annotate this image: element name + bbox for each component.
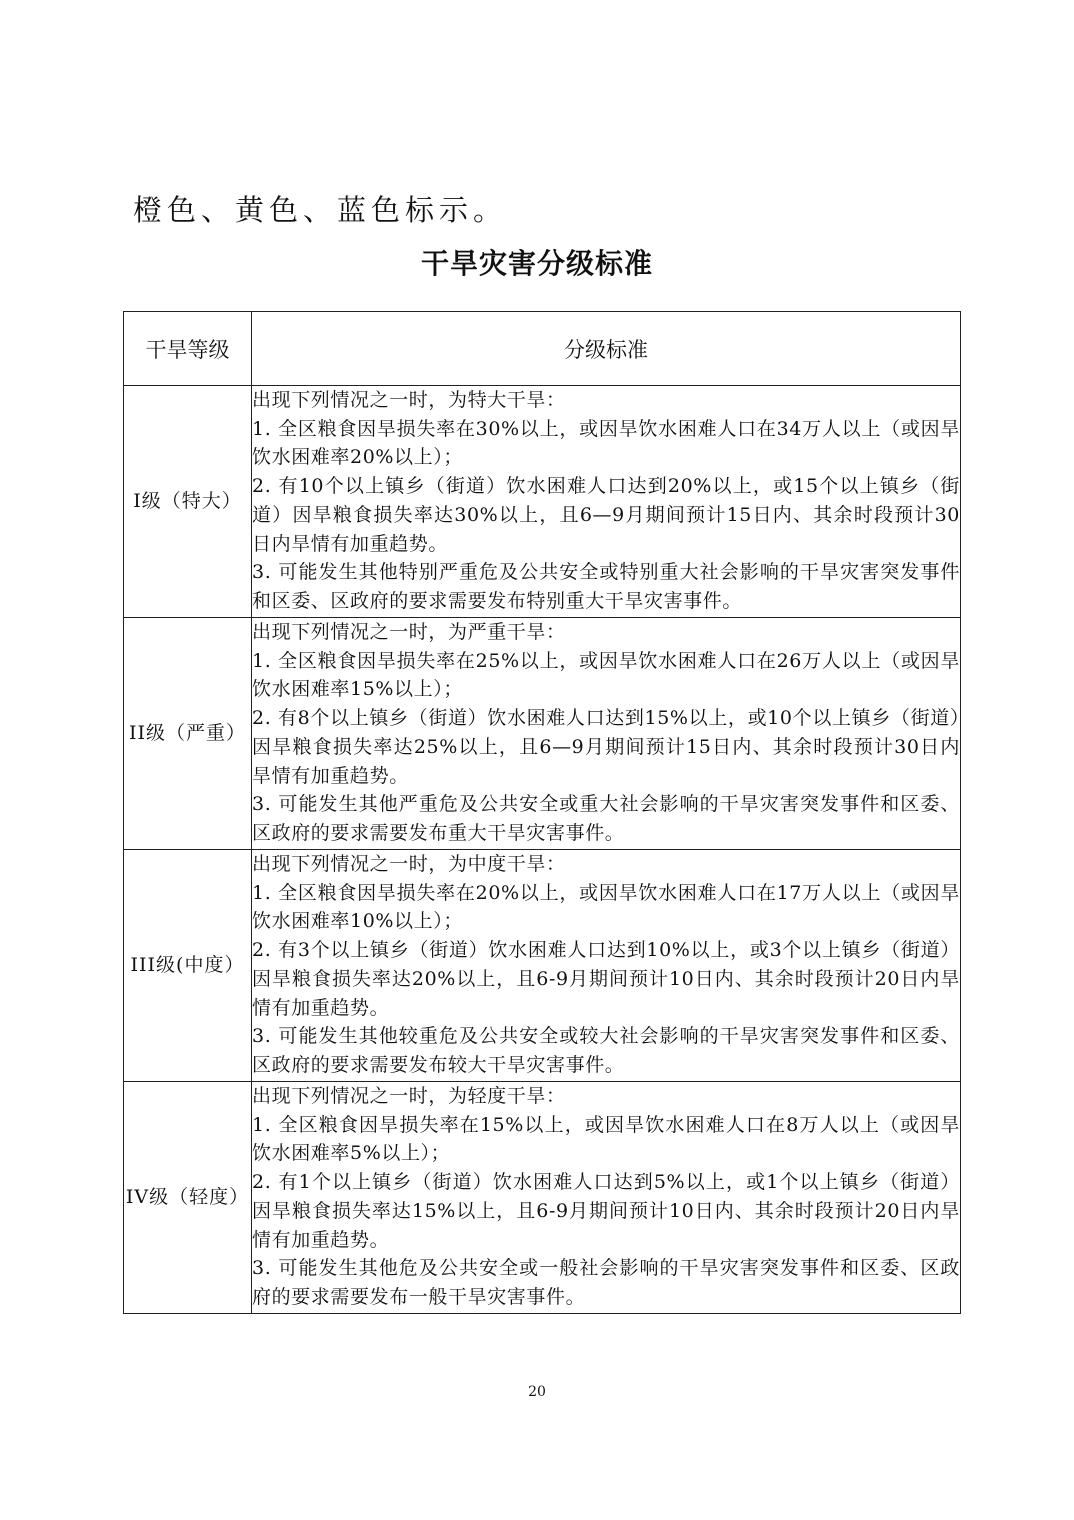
- table-row-level-2: [124, 618, 961, 850]
- level-label: II级（严重）: [124, 618, 252, 850]
- criteria-item-1: 1. 全区粮食因旱损失率在15%以上，或因旱饮水困难人口在8万人以上（或因旱饮水困难率5%以上）；: [252, 1113, 960, 1165]
- criteria-item-1: 1. 全区粮食因旱损失率在25%以上，或因旱饮水困难人口在26万人以上（或因旱饮水困难率15%以上）；: [252, 649, 960, 701]
- page-number: 20: [528, 1384, 546, 1400]
- criteria-item-2: 2. 有8个以上镇乡（街道）饮水困难人口达到15%以上，或10个以上镇乡（街道）因旱粮食损失率达25%以上，且6—9月期间预计15日内、其余时段预计30日内旱情有加重趋势。: [252, 707, 960, 787]
- table-row-level-3: [124, 850, 961, 1082]
- criteria-item-3: 3. 可能发生其他特别严重危及公共安全或特别重大社会影响的干旱灾害突发事件和区委、区政府的要求需要发布特别重大干旱灾害事件。: [252, 561, 960, 612]
- criteria-item-1: 1. 全区粮食因旱损失率在30%以上，或因旱饮水困难人口在34万人以上（或因旱饮水困难率20%以上）；: [252, 417, 960, 469]
- lead-text: 橙色、黄色、蓝色标示。: [133, 193, 508, 227]
- criteria-intro: 出现下列情况之一时，为轻度干旱：: [252, 1085, 566, 1107]
- criteria-item-1: 1. 全区粮食因旱损失率在20%以上，或因旱饮水困难人口在17万人以上（或因旱饮水困难率10%以上）；: [252, 881, 960, 933]
- criteria-item-3: 3. 可能发生其他较重危及公共安全或较大社会影响的干旱灾害突发事件和区委、区政府的要求需要发布较大干旱灾害事件。: [252, 1025, 960, 1076]
- header-criteria: 分级标准: [252, 312, 961, 386]
- level-label: I级（特大）: [124, 386, 252, 618]
- criteria-item-3: 3. 可能发生其他危及公共安全或一般社会影响的干旱灾害突发事件和区委、区政府的要求需要发布一般干旱灾害事件。: [252, 1257, 960, 1308]
- criteria-item-3: 3. 可能发生其他严重危及公共安全或重大社会影响的干旱灾害突发事件和区委、区政府的要求需要发布重大干旱灾害事件。: [252, 793, 960, 844]
- criteria-cell: [252, 618, 961, 850]
- level-label: III级(中度）: [124, 850, 252, 1082]
- criteria-cell: [252, 1082, 961, 1314]
- criteria-cell: [252, 386, 961, 618]
- level-label: IV级（轻度）: [124, 1082, 252, 1314]
- table-row-level-1: [124, 386, 961, 618]
- criteria-intro: 出现下列情况之一时，为特大干旱：: [252, 389, 566, 411]
- criteria-item-2: 2. 有10个以上镇乡（街道）饮水困难人口达到20%以上，或15个以上镇乡（街道）因旱粮食损失率达30%以上，且6—9月期间预计15日内、其余时段预计30日内旱情有加重趋势。: [252, 475, 960, 555]
- criteria-item-2: 2. 有3个以上镇乡（街道）饮水困难人口达到10%以上，或3个以上镇乡（街道）因旱粮食损失率达20%以上，且6-9月期间预计10日内、其余时段预计20日内旱情有加重趋势。: [252, 939, 960, 1019]
- drought-grade-table: [123, 311, 961, 1314]
- criteria-intro: 出现下列情况之一时，为中度干旱：: [252, 853, 566, 875]
- criteria-item-2: 2. 有1个以上镇乡（街道）饮水困难人口达到5%以上，或1个以上镇乡（街道）因旱粮食损失率达15%以上，且6-9月期间预计10日内、其余时段预计20日内旱情有加重趋势。: [252, 1171, 960, 1251]
- header-level: 干旱等级: [124, 312, 252, 386]
- criteria-intro: 出现下列情况之一时，为严重干旱：: [252, 621, 566, 643]
- table-row-level-4: [124, 1082, 961, 1314]
- document-title: 干旱灾害分级标准: [420, 247, 653, 280]
- criteria-cell: [252, 850, 961, 1082]
- table-header-row: [124, 312, 961, 386]
